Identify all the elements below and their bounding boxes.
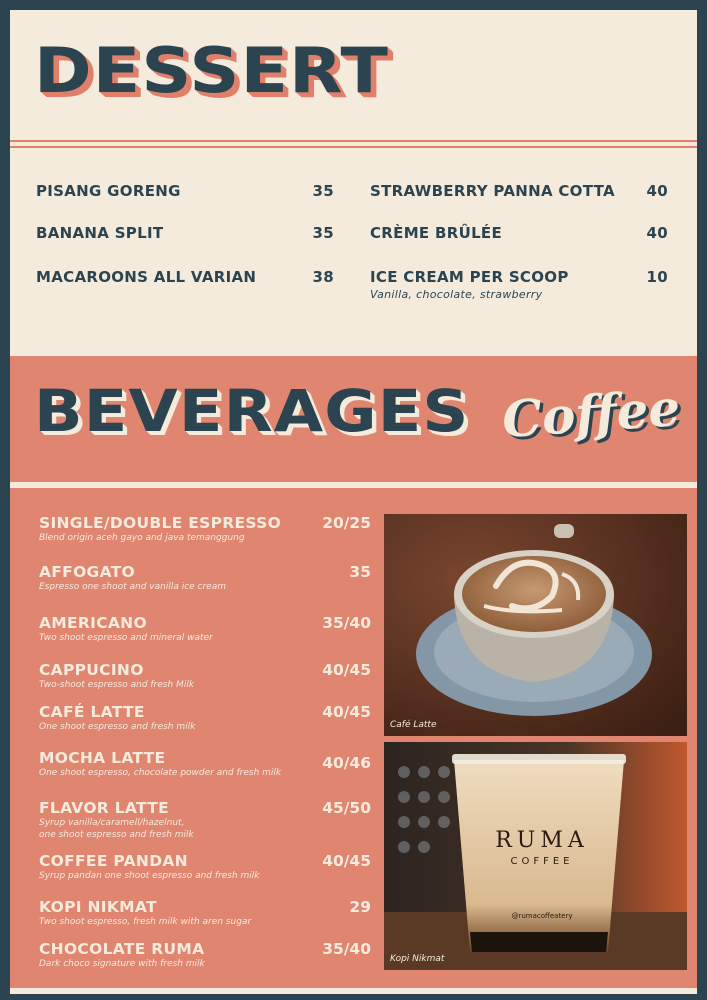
menu-item [39, 614, 371, 644]
menu-item-price: 35/40 [322, 940, 371, 958]
menu-item [39, 563, 371, 593]
divider [10, 146, 697, 148]
menu-item-description: One shoot espresso and fresh milk [39, 722, 196, 732]
menu-item-description: Espresso one shoot and vanilla ice cream [39, 582, 227, 592]
menu-item-name: AMERICANO [39, 614, 147, 632]
divider [10, 988, 697, 994]
menu-item [370, 224, 668, 246]
menu-item [39, 514, 371, 544]
beverages-header [10, 356, 697, 482]
photo-caption: Café Latte [390, 720, 437, 730]
menu-item-name: BANANA SPLIT [36, 224, 164, 242]
menu-item [36, 224, 334, 246]
menu-item-name: PISANG GORENG [36, 182, 181, 200]
photo-caption: Kopi Nikmat [390, 954, 445, 964]
menu-item-price: 40/45 [322, 661, 371, 679]
latte-illustration [384, 514, 687, 736]
menu-item-name: AFFOGATO [39, 563, 136, 581]
menu-item-name: ICE CREAM PER SCOOP [370, 268, 569, 286]
menu-item-price: 29 [349, 898, 371, 916]
menu-item-description: Vanilla, chocolate, strawberry [370, 288, 543, 301]
menu-item-name: CAFÉ LATTE [39, 703, 145, 721]
menu-item-name: KOPI NIKMAT [39, 898, 157, 916]
cafe-latte-photo [384, 514, 687, 736]
menu-item-name: SINGLE/DOUBLE ESPRESSO [39, 514, 282, 532]
menu-item-price: 40/45 [322, 703, 371, 721]
coffee-subtitle: Coffee [500, 377, 682, 450]
menu-item-description: One shoot espresso, chocolate powder and fresh milk [39, 768, 282, 778]
divider [10, 140, 697, 142]
menu-item-price: 10 [646, 268, 668, 286]
menu-item [39, 940, 371, 970]
menu-item-price: 35 [312, 182, 334, 200]
menu-item-price: 40/45 [322, 852, 371, 870]
menu-item [39, 661, 371, 691]
menu-item-price: 40 [646, 182, 668, 200]
menu-item-name: STRAWBERRY PANNA COTTA [370, 182, 615, 200]
menu-item [39, 852, 371, 882]
menu-item-description: Two-shoot espresso and fresh Milk [39, 680, 195, 690]
menu-item-price: 35 [349, 563, 371, 581]
cup-handle-text: @rumacoffeatery [511, 912, 573, 920]
menu-item-description: Blend origin aceh gayo and java temanggung [39, 533, 245, 543]
menu-item-name: CAPPUCINO [39, 661, 144, 679]
menu-item [370, 182, 668, 204]
menu-item [36, 182, 334, 204]
beverages-title: BEVERAGES [34, 377, 470, 445]
menu-item [370, 268, 668, 301]
menu-item-name: COFFEE PANDAN [39, 852, 188, 870]
dessert-title: DESSERT [34, 34, 389, 107]
kopi-nikmat-photo [384, 742, 687, 970]
menu-item [39, 749, 371, 779]
menu-item-description: Syrup vanilla/caramell/hazelnut, one shoot espresso and fresh milk [39, 818, 194, 840]
menu-item-price: 20/25 [322, 514, 371, 532]
menu-item-price: 35/40 [322, 614, 371, 632]
menu-item-description: Dark choco signature with fresh milk [39, 959, 205, 969]
menu-item-price: 38 [312, 268, 334, 286]
menu-item [39, 799, 371, 841]
menu-item-price: 45/50 [322, 799, 371, 817]
beverages-list [10, 488, 697, 988]
menu-item-price: 40 [646, 224, 668, 242]
menu-item [39, 898, 371, 928]
dessert-section [10, 10, 697, 356]
menu-item-description: Two shoot espresso, fresh milk with aren sugar [39, 917, 252, 927]
cup-brand-text: RUMA [495, 828, 589, 853]
menu-item-name: CHOCOLATE RUMA [39, 940, 205, 958]
cup-brand-subtext: COFFEE [510, 856, 574, 867]
menu-item-name: MOCHA LATTE [39, 749, 166, 767]
menu-item [39, 703, 371, 733]
menu-item-price: 35 [312, 224, 334, 242]
menu-item [36, 268, 334, 290]
menu-item-price: 40/46 [322, 754, 371, 772]
menu-item-name: MACAROONS ALL VARIAN [36, 268, 257, 286]
menu-item-name: CRÈME BRÛLÉE [370, 224, 503, 242]
menu-item-description: Two shoot espresso and mineral water [39, 633, 213, 643]
menu-item-name: FLAVOR LATTE [39, 799, 169, 817]
menu-item-description: Syrup pandan one shoot espresso and fresh milk [39, 871, 260, 881]
